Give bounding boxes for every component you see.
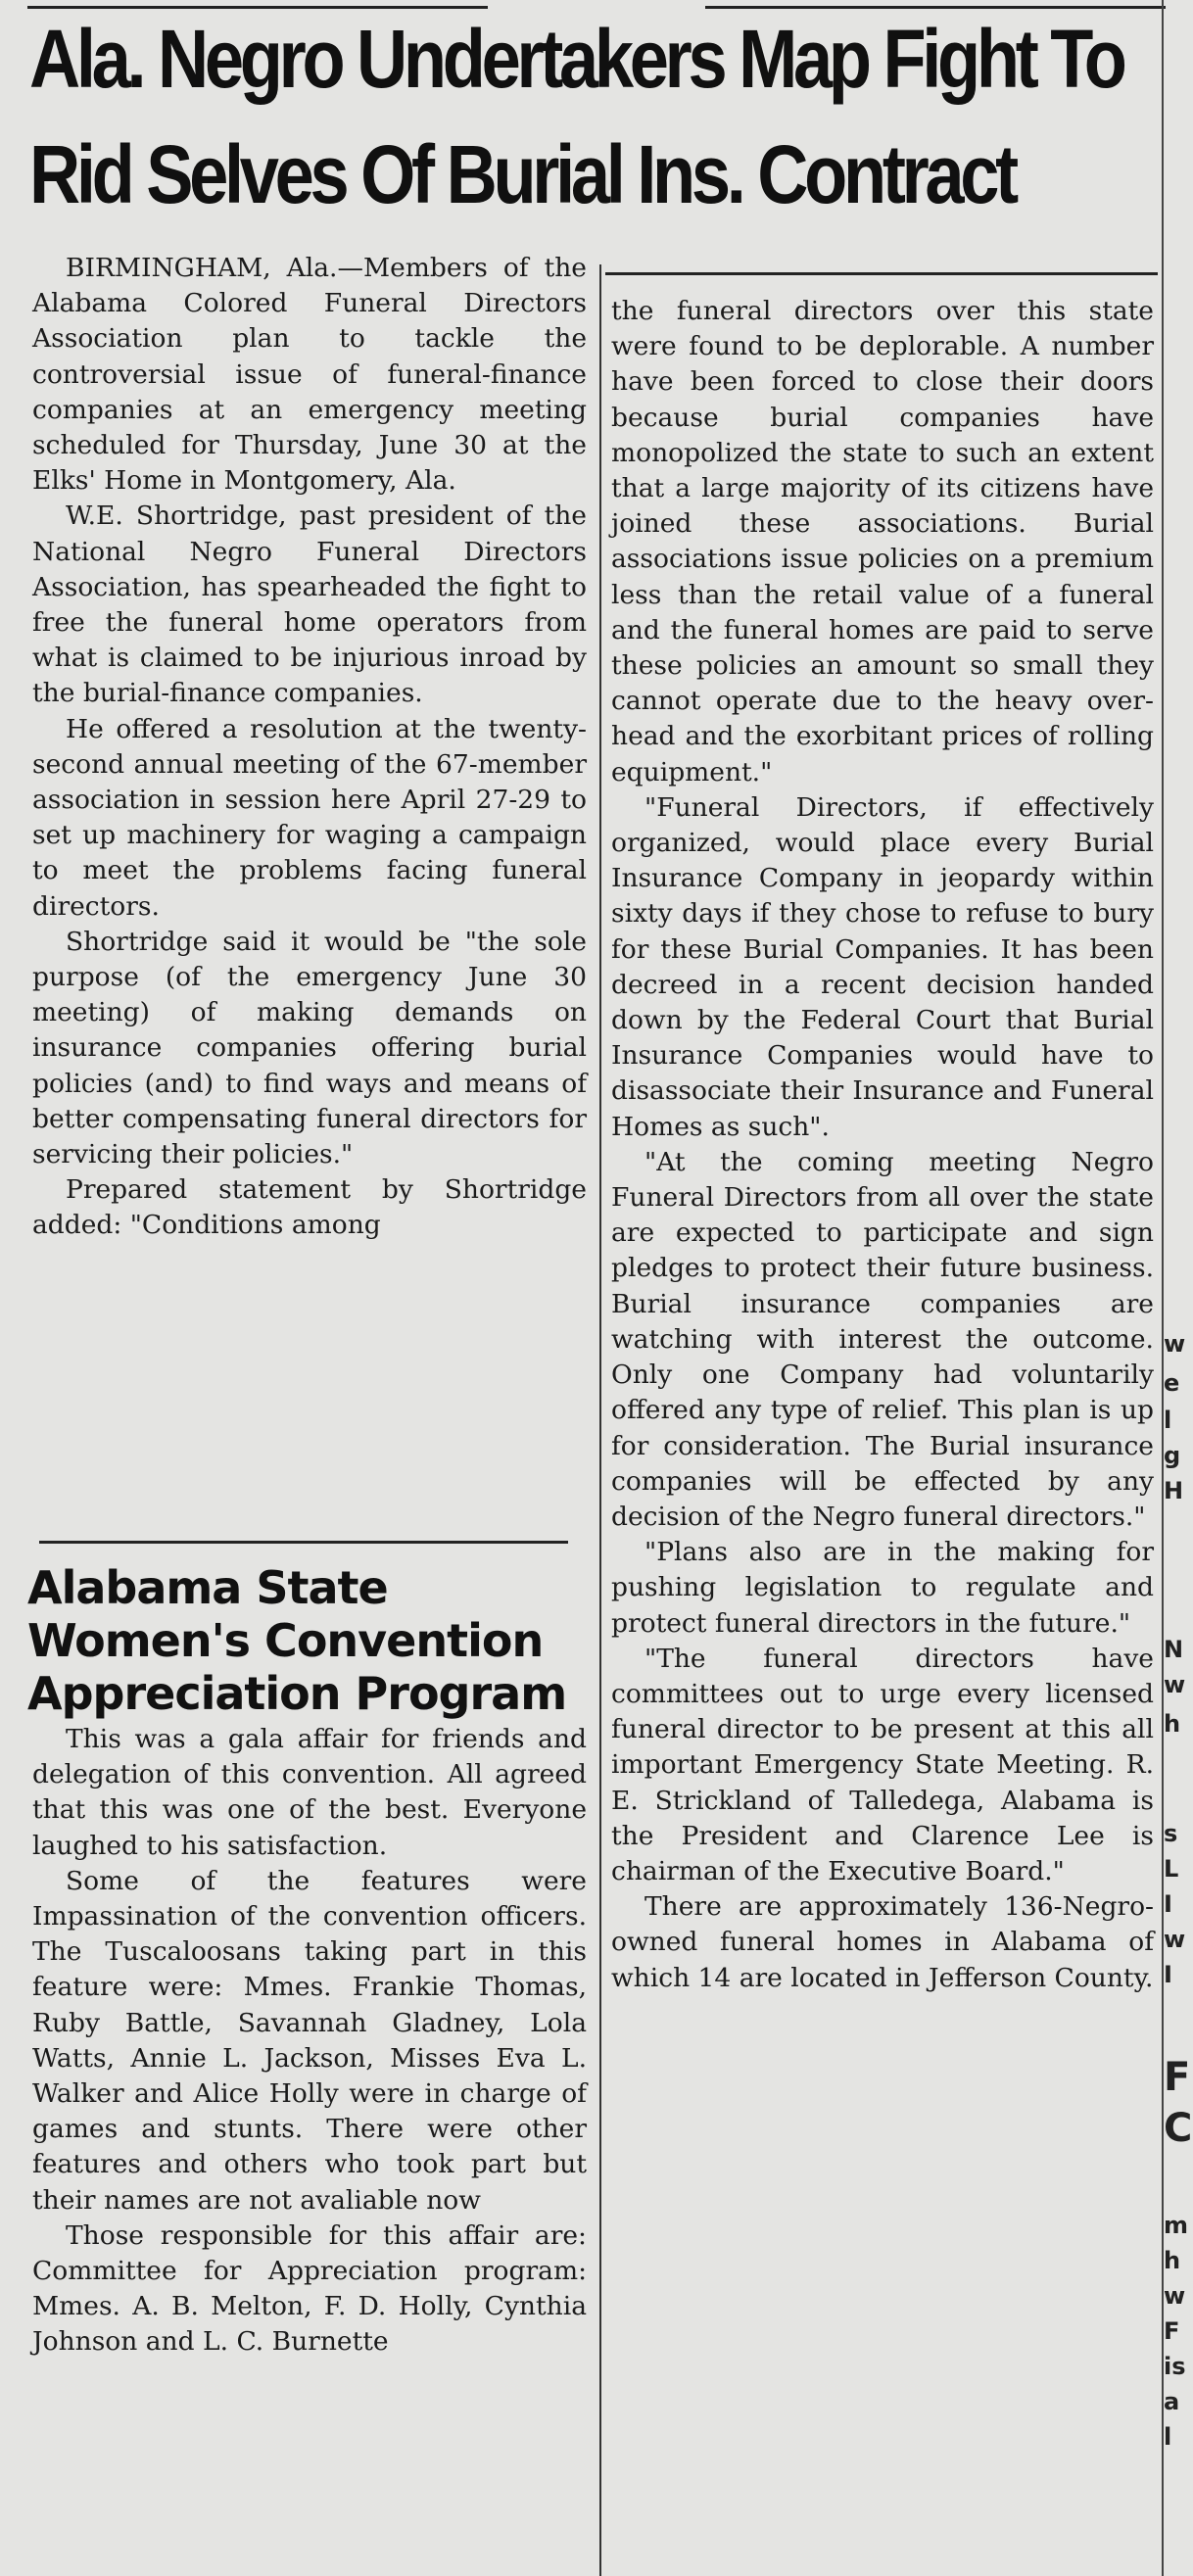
column-divider [599,264,601,2576]
top-rule-left [27,6,488,9]
edge-fragment: h [1164,2247,1181,2274]
article-paragraph: Some of the features were Impassination of the convention officers. The Tuscaloosans taking part in this feature were: Mmes. Frankie Thomas, Ruby Battle, Savannah Gladney, Lola Watts, Annie L. Jackson, Misses Eva L. Walker and Alice Holly were in charge of games and stunts. There were other features and others who took part but their names are not avaliable now [32,1865,587,2216]
article-paragraph: This was a gala affair for friends and delegation of this convention. All agreed that this was one of the best. Everyone laughed to his satisfaction. [32,1724,587,1861]
article-paragraph: BIRMINGHAM, Ala.—Members of the Alabama Colored Funeral Directors Association plan to tackle the controversial issue of funeral-finance companies at an emergency meeting scheduled for Thursday, June 30 at the Elks' Home in Montgomery, Ala. [32,253,587,497]
edge-fragment: h [1164,1710,1181,1738]
edge-fragment: L [1164,1855,1179,1883]
edge-fragment: g [1164,1442,1181,1469]
edge-fragment: w [1164,2282,1186,2310]
edge-fragment: I [1164,1890,1172,1918]
top-rule-right [705,6,1166,9]
edge-fragment: H [1164,1477,1184,1504]
article-paragraph: "Funeral Directors, if effectively organized, would place every Burial Insurance Company in jeopardy within sixty days if they chose to refuse to bury for these Burial Companies. It has been decreed in a recent decision handed down by the Federal Court that Burial Insurance Companies would have to disassociate their Insurance and Funeral Homes as such". [611,791,1154,1142]
edge-fragment: m [1164,2212,1189,2239]
article-paragraph: Those responsible for this affair are: Committee for Appreciation program: Mmes. A. B. Melton, F. D. Holly, Cynthia Johnson and L. C. Burnette [32,2219,587,2358]
article-left-column [32,251,587,1244]
article-right-column [611,294,1154,1996]
edge-fragment: e [1164,1369,1180,1397]
right-column-top-rule [605,272,1158,275]
edge-fragment: w [1164,1671,1186,1698]
article-paragraph: the funeral directors over this state were found to be deplorable. A number have been forced to close their doors because burial companies have monopolized the state to such an extent that a large majority of its citizens have joined these associations. Burial associations issue policies on a premium less than the retail value of a funeral and the funeral homes are paid to serve these policies an amount so small they cannot operate due to the heavy over-head and the exorbitant prices of rolling equipment." [611,296,1154,787]
article-paragraph: W.E. Shortridge, past president of the National Negro Funeral Directors Association, has spearheaded the fight to free the funeral home operators from what is claimed to be injurious inroad by the burial-finance companies. [32,501,587,709]
article-paragraph: "At the coming meeting Negro Funeral Directors from all over the state are expected to participate and sign pledges to protect their future business. Burial insurance companies are watching with interest the outcome. Only one Company had voluntarily offered any type of relief. This plan is up for consideration. The Burial insurance companies will be effected by any decision of the Negro funeral directors." [611,1146,1154,1532]
article-paragraph: "The funeral directors have committees out to urge every licensed funeral director to be present at this all important Emergency State Meeting. R. E. Strickland of Talledega, Alabama is the President and Clarence Lee is chairman of the Executive Board." [611,1643,1154,1886]
edge-fragment: l [1164,2423,1172,2451]
edge-fragment: N [1164,1636,1184,1663]
article-separator-rule [39,1541,568,1544]
second-headline-line-2: Women's Convention [27,1614,544,1667]
edge-fragment: F [1164,2055,1191,2100]
headline-line-2: Rid Selves Of Burial Ins. Contract [29,128,1015,220]
article-paragraph: He offered a resolution at the twenty-second annual meeting of the 67-member association in session here April 27-29 to set up machinery for waging a campaign to meet the problems facing funeral directors. [32,713,587,922]
edge-fragment: C [1164,2106,1193,2151]
article-paragraph: There are approximately 136-Negro-owned funeral homes in Alabama of which 14 are located in Jefferson County. [611,1891,1154,1993]
right-page-edge-rule [1162,0,1164,2576]
edge-fragment: F [1164,2317,1180,2345]
headline-line-1: Ala. Negro Undertakers Map Fight To [29,13,1123,105]
edge-fragment: s [1164,1820,1178,1847]
edge-fragment: a [1164,2388,1180,2415]
edge-fragment: l [1164,1407,1172,1434]
edge-fragment: w [1164,1926,1186,1953]
article-paragraph: "Plans also are in the making for pushing legislation to regulate and protect funeral directors in the future." [611,1537,1154,1639]
article-paragraph: Shortridge said it would be "the sole purpose (of the emergency June 30 meeting) of making demands on insurance companies offering burial policies (and) to find ways and means of better compensating funeral directors for servicing their policies." [32,926,587,1170]
article-paragraph: Prepared statement by Shortridge added: "Conditions among [32,1174,587,1241]
second-headline-line-1: Alabama State [27,1561,388,1614]
edge-fragment: I [1164,1961,1172,1988]
edge-fragment: w [1164,1330,1186,1358]
second-headline-line-3: Appreciation Program [27,1667,567,1720]
second-article-body [32,1722,587,2361]
edge-fragment: is [1164,2353,1186,2380]
